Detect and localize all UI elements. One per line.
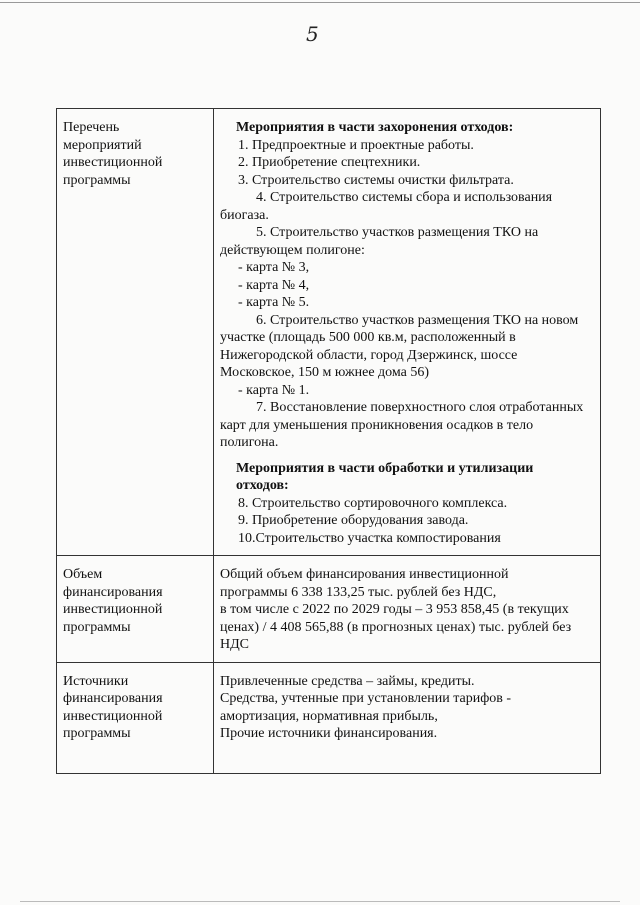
section-heading: [220, 460, 594, 495]
value-line: Привлеченные средства – займы, кредиты.: [220, 673, 475, 689]
item-line: - карта № 1.: [238, 382, 310, 398]
item-line: 10.Строительство участка компостирования: [238, 530, 501, 546]
list-item: [220, 154, 594, 172]
list-item: [220, 495, 594, 513]
value-line: НДС: [220, 637, 249, 652]
item-line: Нижегородской области, город Дзержинск, шоссе: [220, 347, 518, 363]
heading-line: Мероприятия в части обработки и утилизации: [236, 460, 534, 476]
value-line: Общий объем финансирования инвестиционной: [220, 567, 509, 582]
program-passport-table: [56, 108, 601, 774]
item-line: участке (площадь 500 000 кв.м, расположенный в: [220, 330, 516, 345]
label-line: программы: [63, 619, 131, 635]
item-line: 2. Приобретение спецтехники.: [238, 155, 421, 170]
item-line: биогаза.: [220, 207, 269, 223]
item-line: 8. Строительство сортировочного комплекса.: [238, 495, 508, 511]
item-line: 9. Приобретение оборудования завода.: [238, 513, 469, 528]
list-item: [220, 382, 594, 400]
value-line: в том числе с 2022 по 2029 годы – 3 953 858,45 (в текущих: [220, 602, 569, 617]
row-label-financing-volume: [57, 556, 214, 663]
row-label-events: [57, 109, 214, 556]
item-line: 6. Строительство участков размещения ТКО на новом: [256, 312, 579, 328]
label-line: финансирования: [63, 584, 163, 600]
item-line: - карта № 5.: [238, 295, 310, 310]
label-line: Источники: [63, 673, 129, 689]
scan-bottom-edge: [20, 901, 620, 902]
label-line: программы: [63, 172, 131, 188]
section-heading: [220, 119, 594, 137]
item-line: 7. Восстановление поверхностного слоя отработанных: [256, 400, 584, 415]
item-line: Московское, 150 м южнее дома 56): [220, 365, 430, 380]
label-line: инвестиционной: [63, 155, 163, 170]
item-line: 1. Предпроектные и проектные работы.: [238, 137, 474, 153]
heading-line: Мероприятия в части захоронения отходов:: [236, 120, 514, 135]
table-row-events: [57, 109, 601, 556]
label-line: финансирования: [63, 691, 163, 706]
label-line: Объем: [63, 567, 103, 582]
financing-sources-text: [214, 662, 601, 773]
value-line: амортизация, нормативная прибыль,: [220, 708, 438, 724]
scan-top-edge: [0, 2, 640, 3]
list-item: [220, 189, 594, 224]
item-line: карт для уменьшения проникновения осадков в тело: [220, 417, 534, 433]
events-list: [214, 109, 601, 556]
page-number: 5: [306, 22, 319, 46]
value-line: Прочие источники финансирования.: [220, 726, 438, 741]
label-line: инвестиционной: [63, 602, 163, 617]
table-row-financing-volume: [57, 556, 601, 663]
item-line: - карта № 4,: [238, 277, 310, 293]
list-item: [220, 530, 594, 548]
list-item: [220, 137, 594, 155]
item-line: полигона.: [220, 435, 279, 450]
label-line: программы: [63, 726, 131, 741]
list-item: [220, 224, 594, 259]
list-item: [220, 512, 594, 530]
list-item: [220, 294, 594, 312]
label-line: мероприятий: [63, 137, 142, 153]
item-line: 3. Строительство системы очистки фильтрата.: [238, 172, 514, 188]
value-line: программы 6 338 133,25 тыс. рублей без НДС,: [220, 584, 497, 600]
item-line: 5. Строительство участков размещения ТКО на: [256, 225, 539, 240]
label-line: инвестиционной: [63, 708, 163, 724]
list-item: [220, 399, 594, 452]
list-item: [220, 277, 594, 295]
value-line: ценах) / 4 408 565,88 (в прогнозных ценах) тыс. рублей без: [220, 619, 572, 635]
item-line: действующем полигоне:: [220, 242, 365, 258]
label-line: Перечень: [63, 120, 120, 135]
item-line: - карта № 3,: [238, 260, 310, 275]
value-line: Средства, учтенные при установлении тарифов -: [220, 691, 512, 706]
heading-line: отходов:: [236, 478, 289, 493]
item-line: 4. Строительство системы сбора и использования: [256, 190, 553, 205]
list-item: [220, 172, 594, 190]
table-row-financing-sources: [57, 662, 601, 773]
financing-volume-text: [214, 556, 601, 663]
row-label-financing-sources: [57, 662, 214, 773]
list-item: [220, 259, 594, 277]
list-item: [220, 312, 594, 382]
